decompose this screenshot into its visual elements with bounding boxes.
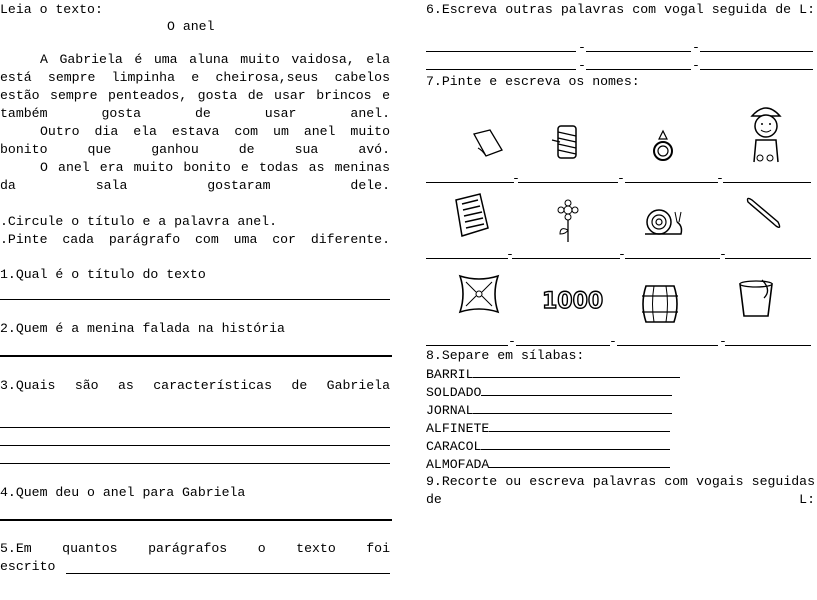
dash: -: [508, 334, 516, 349]
q6-line-6[interactable]: [700, 69, 813, 70]
answer-line-3b[interactable]: [0, 445, 390, 446]
instruction-paint: .Pinte cada parágrafo com uma cor diferente.: [0, 232, 390, 247]
name-line[interactable]: [725, 258, 811, 259]
question-8: 8.Separe em sílabas:: [426, 348, 585, 363]
barrel-icon: [640, 280, 680, 328]
name-line[interactable]: [426, 345, 508, 346]
syllable-row: [426, 383, 672, 402]
syllable-word: BARRIL: [426, 367, 474, 382]
dash: -: [617, 171, 625, 186]
syllable-line[interactable]: [489, 455, 670, 468]
name-line[interactable]: [518, 182, 618, 183]
instruction-circle: .Circule o título e a palavra anel.: [0, 214, 277, 229]
question-3: 3.Quais são as características de Gabriela: [0, 378, 390, 393]
syllable-line[interactable]: [473, 365, 680, 378]
dash: -: [512, 171, 520, 186]
syllable-line[interactable]: [473, 401, 672, 414]
question-1: 1.Qual é o título do texto: [0, 267, 206, 282]
paragraph-1: A Gabriela é uma aluna muito vaidosa, ela está sempre limpinha e cheirosa,seus cabelos estão sempre penteados, gosta de usar brincos e também gosta de usar anel.: [0, 52, 390, 121]
newspaper-icon: [452, 192, 492, 238]
syllable-word: SOLDADO: [426, 385, 482, 400]
syllable-line[interactable]: [489, 419, 670, 432]
question-2: 2.Quem é a menina falada na história: [0, 321, 285, 336]
syllable-word: JORNAL: [426, 403, 474, 418]
name-line[interactable]: [725, 345, 811, 346]
paragraph-2: Outro dia ela estava com um anel muito bonito que ganhou de sua avó.: [0, 124, 390, 157]
syllable-row: [426, 437, 670, 456]
dash: -: [719, 247, 727, 262]
paper-scroll-icon: [472, 128, 504, 158]
safety-pin-icon: [742, 196, 784, 234]
reading-heading: Leia o texto:: [0, 2, 103, 17]
q6-line-4[interactable]: [426, 69, 576, 70]
question-4: 4.Quem deu o anel para Gabriela: [0, 485, 246, 500]
dash: -: [506, 247, 514, 262]
flower-icon: [556, 200, 580, 244]
question-5-end: escrito: [0, 559, 56, 574]
story-title: O anel: [167, 19, 215, 34]
paragraph-3: O anel era muito bonito e todas as meninas da sala gostaram dele.: [0, 160, 390, 193]
syllable-word: CARACOL: [426, 439, 482, 454]
thousand-number-text: 1000: [542, 289, 604, 314]
name-line[interactable]: [625, 182, 718, 183]
dash: -: [609, 334, 617, 349]
answer-line-1[interactable]: [0, 299, 390, 300]
syllable-row: [426, 365, 680, 384]
syllable-row: [426, 455, 670, 474]
bucket-icon: [734, 276, 778, 320]
name-line[interactable]: [617, 345, 718, 346]
answer-line-5[interactable]: [66, 573, 390, 574]
thousand-number-icon: [540, 284, 602, 316]
answer-line-4[interactable]: [0, 519, 392, 521]
dash: -: [692, 58, 700, 73]
dash: -: [578, 40, 586, 55]
name-line[interactable]: [426, 182, 514, 183]
question-9: 9.Recorte ou escreva palavras com vogais seguidas de L:: [426, 474, 815, 507]
name-line[interactable]: [723, 182, 811, 183]
dash: -: [716, 171, 724, 186]
ring-icon: [651, 127, 677, 163]
name-line[interactable]: [625, 258, 720, 259]
answer-line-2[interactable]: [0, 355, 392, 357]
question-7: 7.Pinte e escreva os nomes:: [426, 74, 640, 89]
thread-spool-icon: [550, 122, 586, 162]
syllable-line[interactable]: [481, 437, 670, 450]
answer-line-3a[interactable]: [0, 427, 390, 428]
question-6: 6.Escreva outras palavras com vogal seguida de L:: [426, 2, 815, 17]
dash: -: [692, 40, 700, 55]
name-line[interactable]: [426, 258, 508, 259]
syllable-line[interactable]: [481, 383, 672, 396]
answer-line-3c[interactable]: [0, 463, 390, 464]
syllable-word: ALFINETE: [426, 421, 490, 436]
dash: -: [578, 58, 586, 73]
dash: -: [719, 334, 727, 349]
snail-icon: [641, 206, 685, 238]
pillow-icon: [454, 270, 504, 318]
name-line[interactable]: [512, 258, 620, 259]
name-line[interactable]: [516, 345, 610, 346]
q6-line-3[interactable]: [700, 51, 813, 52]
syllable-row: [426, 401, 672, 420]
dash: -: [618, 247, 626, 262]
syllable-word: ALMOFADA: [426, 457, 490, 472]
q6-line-1[interactable]: [426, 51, 576, 52]
soldier-icon: [748, 100, 784, 166]
question-5: 5.Em quantos parágrafos o texto foi: [0, 541, 390, 556]
syllable-row: [426, 419, 670, 438]
q6-line-5[interactable]: [586, 69, 691, 70]
q6-line-2[interactable]: [586, 51, 691, 52]
